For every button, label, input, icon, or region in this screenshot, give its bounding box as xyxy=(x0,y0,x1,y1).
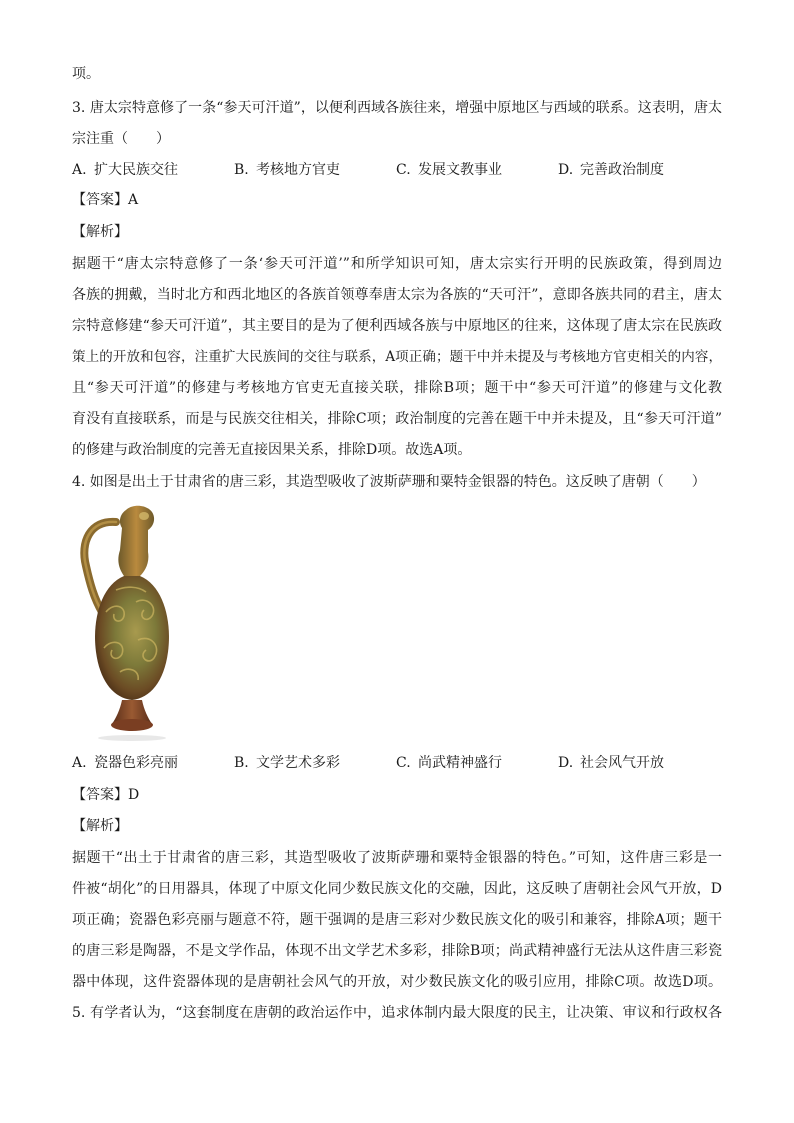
option-text: 尚武精神盛行 xyxy=(418,755,502,771)
q3-analysis-line-1: 据题干“唐太宗特意修了一条‘参天可汗道’”和所学知识可知，唐太宗实行开明的民族政策，得到周边 xyxy=(72,256,722,272)
question-3-stem-line-2: 宗注重（ ） xyxy=(72,131,170,147)
q4-analysis-line-4: 的唐三彩是陶器，不是文学作品，体现不出文学艺术多彩，排除B项；尚武精神盛行无法从这件唐三彩瓷 xyxy=(72,943,722,959)
option-key: D. xyxy=(558,755,574,771)
q3-analysis-line-7: 的修建与政治制度的完善无直接因果关系，排除D项。故选A项。 xyxy=(72,442,472,458)
q3-analysis-line-4: 策上的开放和包容，注重扩大民族间的交往与联系，A项正确；题干中并未提及与考核地方官吏相关的内容， xyxy=(72,349,722,365)
q4-analysis-heading: 【解析】 xyxy=(72,818,128,834)
q4-option-c xyxy=(396,753,502,773)
question-3-options xyxy=(72,160,722,180)
q4-analysis-line-2: 件被“胡化”的日用器具，体现了中原文化同少数民族文化的交融，因此，这反映了唐朝社会风气开放，D xyxy=(72,881,722,897)
q3-analysis-line-3: 宗特意修建“参天可汗道”，其主要目的是为了便利西域各族与中原地区的往来，这体现了唐太宗在民族政 xyxy=(72,318,722,334)
q4-analysis-line-1: 据题干“出土于甘肃省的唐三彩，其造型吸收了波斯萨珊和粟特金银器的特色。”可知，这件唐三彩是一 xyxy=(72,850,722,866)
option-text: 社会风气开放 xyxy=(580,755,664,771)
option-key: B. xyxy=(234,162,249,178)
q3-option-a xyxy=(72,160,178,180)
option-key: D. xyxy=(558,162,574,178)
option-text: 发展文教事业 xyxy=(418,162,502,178)
q3-analysis-heading: 【解析】 xyxy=(72,224,128,240)
option-key: C. xyxy=(396,755,411,771)
q3-answer: 【答案】A xyxy=(72,192,139,208)
text-line-continuation: 项。 xyxy=(72,66,100,82)
option-text: 完善政治制度 xyxy=(580,162,664,178)
question-5-stem-line-1: 5. 有学者认为，“这套制度在唐朝的政治运作中，追求体制内最大限度的民主，让决策、审议和行政权各 xyxy=(72,1005,722,1021)
q4-answer: 【答案】D xyxy=(72,787,140,803)
option-text: 文学艺术多彩 xyxy=(256,755,340,771)
q3-analysis-line-6: 育没有直接联系，而是与民族交往相关，排除C项；政治制度的完善在题干中并未提及，且“参天可汗道” xyxy=(72,411,722,427)
q3-analysis-line-5: 且“参天可汗道”的修建与考核地方官吏无直接关联，排除B项；题干中“参天可汗道”的修建与文化教 xyxy=(72,380,722,396)
q4-option-a xyxy=(72,753,178,773)
option-text: 考核地方官吏 xyxy=(256,162,340,178)
q3-analysis-line-2: 各族的拥戴，当时北方和西北地区的各族首领尊奉唐太宗为各族的“天可汗”，意即各族共同的君主，唐太 xyxy=(72,287,722,303)
q4-option-b xyxy=(234,753,340,773)
option-key: A. xyxy=(72,755,87,771)
option-key: A. xyxy=(72,162,87,178)
option-key: B. xyxy=(234,755,249,771)
q4-analysis-line-3: 项正确；瓷器色彩亮丽与题意不符，题干强调的是唐三彩对少数民族文化的吸引和兼容，排除A项；题干 xyxy=(72,912,722,928)
q4-analysis-line-5: 器中体现，这件瓷器体现的是唐朝社会风气的开放，对少数民族文化的吸引应用，排除C项。故选D项。 xyxy=(72,974,722,990)
question-4-options xyxy=(72,753,722,773)
option-text: 扩大民族交往 xyxy=(94,162,178,178)
q3-option-d xyxy=(558,160,664,180)
tang-sancai-ewer-image xyxy=(76,502,188,742)
question-4-stem: 4. 如图是出土于甘肃省的唐三彩，其造型吸收了波斯萨珊和粟特金银器的特色。这反映了唐朝（ ） xyxy=(72,474,706,490)
q3-option-c xyxy=(396,160,502,180)
option-text: 瓷器色彩亮丽 xyxy=(94,755,178,771)
option-key: C. xyxy=(396,162,411,178)
q3-option-b xyxy=(234,160,340,180)
question-3-stem-line-1: 3. 唐太宗特意修了一条“参天可汗道”，以便利西域各族往来，增强中原地区与西域的联系。这表明，唐太 xyxy=(72,100,722,116)
q4-option-d xyxy=(558,753,664,773)
